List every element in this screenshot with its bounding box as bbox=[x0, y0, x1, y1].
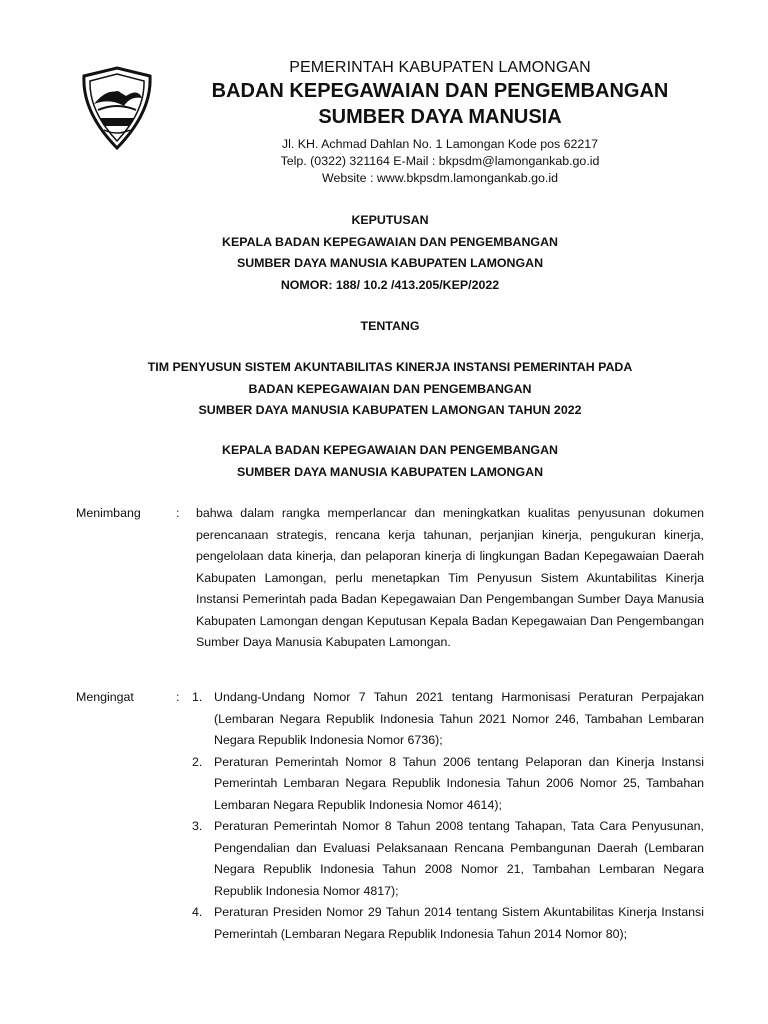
decree-subject bbox=[60, 357, 720, 422]
lamongan-emblem-icon bbox=[80, 66, 154, 150]
decree-issuer-line1: KEPALA BADAN KEPEGAWAIAN DAN PENGEMBANGAN bbox=[222, 234, 558, 249]
list-item bbox=[192, 687, 704, 752]
list-item-number: 3. bbox=[192, 819, 203, 833]
mengingat-section bbox=[76, 687, 706, 967]
list-item-number: 4. bbox=[192, 905, 203, 919]
agency-website: Website : www.bkpsdm.lamongankab.go.id bbox=[321, 171, 558, 185]
agency-name-line1: BADAN KEPEGAWAIAN DAN PENGEMBANGAN bbox=[211, 80, 669, 102]
list-item-number: 2. bbox=[192, 754, 203, 769]
government-name: PEMERINTAH KABUPATEN LAMONGAN bbox=[289, 59, 591, 76]
list-item bbox=[192, 752, 704, 817]
decree-signatory bbox=[60, 440, 720, 483]
decree-signatory-line1: KEPALA BADAN KEPEGAWAIAN DAN PENGEMBANGAN bbox=[222, 443, 558, 457]
decree-signatory-line2: SUMBER DAYA MANUSIA KABUPATEN LAMONGAN bbox=[236, 464, 544, 479]
decree-issuer-line2: SUMBER DAYA MANUSIA KABUPATEN LAMONGAN bbox=[236, 256, 544, 270]
menimbang-colon: : bbox=[176, 506, 180, 520]
list-item-text: Peraturan Presiden Nomor 29 Tahun 2014 tentang Sistem Akuntabilitas Kinerja Instansi Pemerintah (Lembaran Negara Republik Indonesia Tahun 2014 Nomor 80); bbox=[214, 905, 704, 941]
list-item-text: Peraturan Pemerintah Nomor 8 Tahun 2006 tentang Pelaporan dan Kinerja Instansi Pemerintah Lembaran Negara Republik Indonesia Tahun 2006 Nomor 25, Tambahan Lembaran Negara Republik Indonesia Nomor 4614); bbox=[214, 754, 704, 812]
decree-subject-line3: SUMBER DAYA MANUSIA KABUPATEN LAMONGAN TAHUN 2022 bbox=[198, 403, 582, 417]
mengingat-list bbox=[192, 687, 704, 945]
agency-address: Jl. KH. Achmad Dahlan No. 1 Lamongan Kode pos 62217 bbox=[281, 137, 599, 151]
letterhead bbox=[160, 58, 720, 187]
menimbang-text: bahwa dalam rangka memperlancar dan meningkatkan kualitas penyusunan dokumen perencanaan strategis, rencana kerja tahunan, perjanjian kinerja, pengukuran kinerja, pengelolaan data kinerja, dan pelaporan kinerja di lingkungan Badan Kepegawaian Daerah Kabupaten Lamongan, perlu menetapkan Tim Penyusun Sistem Akuntabilitas Kinerja Instansi Pemerintah pada Badan Kepegawaian Dan Pengembangan Sumber Daya Manusia Kabupaten Lamongan dengan Keputusan Kepala Badan Kepegawaian Dan Pengembangan Sumber Daya Manusia Kabupaten Lamongan. bbox=[196, 506, 704, 649]
list-item bbox=[192, 816, 704, 902]
decree-number: NOMOR: 188/ 10.2 /413.205/KEP/2022 bbox=[280, 277, 500, 292]
decree-subject-line2: BADAN KEPEGAWAIAN DAN PENGEMBANGAN bbox=[248, 381, 532, 396]
menimbang-label: Menimbang bbox=[76, 506, 141, 520]
decree-header bbox=[60, 210, 720, 296]
list-item bbox=[192, 902, 704, 945]
agency-contact: Telp. (0322) 321164 E-Mail : bkpsdm@lamongankab.go.id bbox=[280, 154, 600, 168]
decree-about-label: TENTANG bbox=[360, 319, 420, 333]
decree-heading: KEPUTUSAN bbox=[351, 213, 429, 227]
list-item-text: Peraturan Pemerintah Nomor 8 Tahun 2008 tentang Tahapan, Tata Cara Penyusunan, Pengendalian dan Evaluasi Pelaksanaan Rencana Pembangunan Daerah (Lembaran Negara Republik Indonesia Tahun 2008 Nomor 21, Tambahan Lembaran Negara Republik Indonesia Nomor 4817); bbox=[214, 819, 704, 898]
menimbang-section bbox=[76, 503, 706, 673]
agency-name-line2: SUMBER DAYA MANUSIA bbox=[318, 106, 562, 128]
list-item-text: Undang-Undang Nomor 7 Tahun 2021 tentang Harmonisasi Peraturan Perpajakan (Lembaran Negara Republik Indonesia Tahun 2021 Nomor 246, Tambahan Lembaran Negara Republik Indonesia Nomor 6736); bbox=[214, 690, 704, 747]
mengingat-colon: : bbox=[176, 690, 180, 704]
mengingat-label: Mengingat bbox=[76, 690, 134, 704]
decree-subject-line1: TIM PENYUSUN SISTEM AKUNTABILITAS KINERJA INSTANSI PEMERINTAH PADA bbox=[147, 360, 633, 374]
list-item-number: 1. bbox=[192, 690, 203, 704]
